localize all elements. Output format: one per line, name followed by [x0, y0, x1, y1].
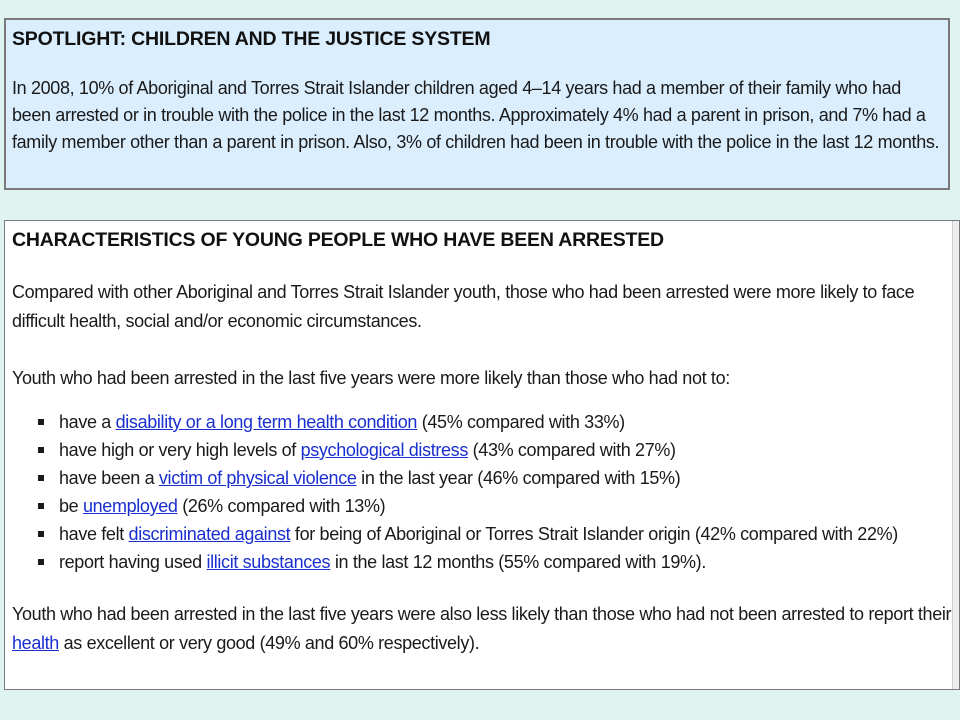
- list-item: [34, 492, 959, 520]
- link-discriminated[interactable]: discriminated against: [128, 524, 291, 544]
- list-item: [34, 520, 959, 548]
- spotlight-heading: SPOTLIGHT: CHILDREN AND THE JUSTICE SYSTEM: [12, 28, 491, 50]
- list-item: [34, 408, 959, 436]
- item-text-before: have high or very high levels of: [59, 440, 301, 460]
- item-text-after: (43% compared with 27%): [467, 440, 676, 460]
- item-text-after: (26% compared with 13%): [177, 496, 386, 516]
- characteristics-lead: Youth who had been arrested in the last five years were more likely than those who had not to:: [12, 368, 730, 388]
- item-text-after: (45% compared with 33%): [417, 412, 625, 432]
- characteristics-closing: [12, 600, 959, 658]
- item-text-before: report having used: [59, 552, 207, 572]
- list-item: [34, 548, 959, 576]
- bullet-icon: [38, 503, 44, 509]
- bullet-icon: [38, 531, 44, 537]
- link-psychological-distress[interactable]: psychological distress: [300, 440, 468, 460]
- link-unemployed[interactable]: unemployed: [82, 496, 178, 516]
- characteristics-panel: [4, 220, 960, 690]
- list-item: [34, 464, 959, 492]
- bullet-icon: [38, 419, 44, 425]
- characteristics-intro: Compared with other Aboriginal and Torres Strait Islander youth, those who had been arrested were more likely to face difficult health, social and/or economic circumstances.: [12, 282, 915, 331]
- item-text-after: in the last year (46% compared with 15%): [356, 468, 681, 488]
- item-text-before: be: [59, 496, 83, 516]
- closing-text-after: as excellent or very good (49% and 60% respectively).: [58, 633, 480, 653]
- closing-text-before: Youth who had been arrested in the last five years were also less likely than those who had not been arrested to report their: [12, 604, 952, 624]
- item-text-before: have a: [59, 412, 116, 432]
- link-illicit-substances[interactable]: illicit substances: [206, 552, 331, 572]
- spotlight-body: In 2008, 10% of Aboriginal and Torres Strait Islander children aged 4–14 years had a member of their family who had been arrested or in trouble with the police in the last 12 months. Approximately 4% had a parent in prison, and 7% had a family member other than a parent in prison. Also, 3% of children had been in trouble with the police in the last 12 months.: [12, 78, 940, 152]
- link-health[interactable]: health: [12, 633, 59, 653]
- link-disability[interactable]: disability or a long term health condition: [115, 412, 418, 432]
- item-text-before: have been a: [59, 468, 159, 488]
- spotlight-box: [4, 18, 950, 190]
- item-text-after: for being of Aboriginal or Torres Strait Islander origin (42% compared with 22%): [290, 524, 898, 544]
- item-text-before: have felt: [59, 524, 129, 544]
- bullet-icon: [38, 447, 44, 453]
- list-item: [34, 436, 959, 464]
- bullet-icon: [38, 559, 44, 565]
- link-physical-violence[interactable]: victim of physical violence: [158, 468, 357, 488]
- characteristics-list: [12, 408, 959, 576]
- bullet-icon: [38, 475, 44, 481]
- item-text-after: in the last 12 months (55% compared with 19%).: [330, 552, 706, 572]
- characteristics-heading: CHARACTERISTICS OF YOUNG PEOPLE WHO HAVE BEEN ARRESTED: [12, 229, 664, 251]
